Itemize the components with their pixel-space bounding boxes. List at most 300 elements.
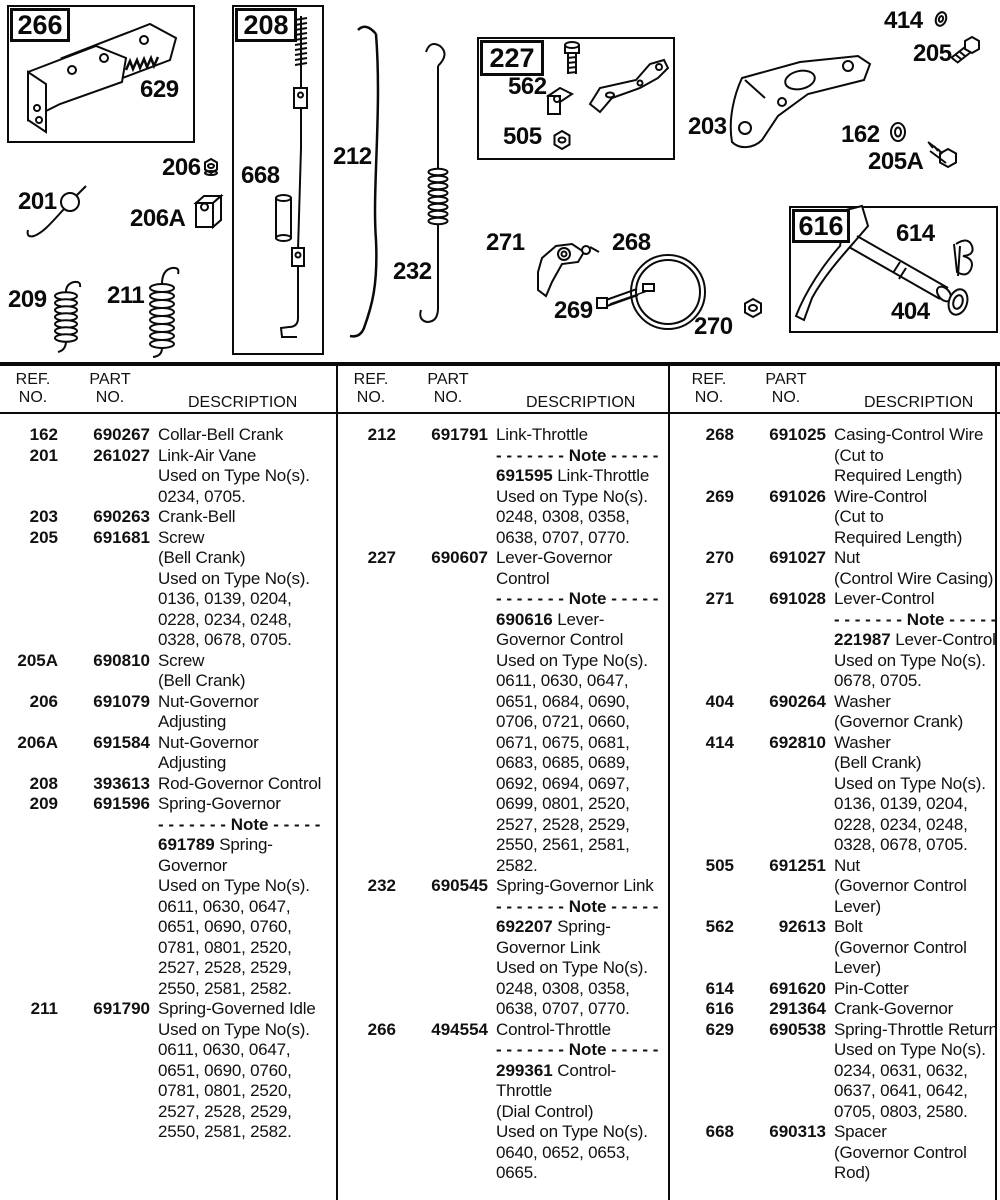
part-no-cell [742, 528, 826, 549]
group-label-text: 227 [489, 42, 535, 73]
ref-no-cell: 209 [29, 794, 58, 813]
screw-205A-drawing [928, 142, 956, 167]
part-no-cell [742, 835, 826, 856]
description-cell: 2550, 2581, 2582. [158, 1122, 292, 1141]
description-cell: Control-Throttle [496, 1019, 611, 1039]
part-row-line [342, 835, 666, 856]
part-row-line [4, 466, 334, 487]
part-row-line [680, 1040, 998, 1061]
part-row-line [342, 917, 666, 938]
table-body [680, 412, 998, 1184]
part-row-line [342, 1081, 666, 1102]
ref-no-cell [342, 1061, 396, 1082]
part-row-line [4, 712, 334, 733]
part-row-line [680, 466, 998, 487]
ref-no-cell: 266 [367, 1019, 396, 1039]
part-no-cell [404, 569, 488, 590]
part-label-162: 162 [841, 121, 880, 148]
description-cell: 0640, 0652, 0653, [496, 1142, 630, 1162]
part-no-cell [404, 1040, 488, 1061]
part-row-line [4, 1081, 334, 1102]
ref-no-cell: 404 [705, 691, 734, 711]
description-cell: 0611, 0630, 0647, [158, 896, 291, 916]
part-no-cell [66, 1061, 150, 1082]
description-cell: Used on Type No(s). [158, 466, 310, 485]
part-no-cell: 691025 [769, 425, 826, 444]
header-description: DESCRIPTION [526, 394, 636, 411]
part-no-cell: 691620 [769, 978, 826, 998]
ref-no-cell [680, 507, 734, 528]
part-row-line [342, 1143, 666, 1164]
ref-no-cell [680, 446, 734, 467]
ref-no-cell: 268 [705, 425, 734, 444]
part-no-cell: 691791 [431, 425, 488, 444]
description-cell: Nut [834, 548, 860, 567]
description-cell: Required Length) [834, 527, 963, 547]
part-no-cell [404, 446, 488, 467]
part-row-line [342, 630, 666, 651]
part-no-cell [404, 1081, 488, 1102]
description-cell: Used on Type No(s). [834, 1040, 986, 1059]
group-label-text: 266 [17, 9, 63, 40]
ref-no-cell [342, 569, 396, 590]
parts-diagram [0, 0, 1000, 362]
part-no-cell: 393613 [93, 773, 150, 793]
ref-no-cell [342, 917, 396, 938]
ref-no-cell: 629 [705, 1019, 734, 1039]
part-row-line [342, 1061, 666, 1082]
part-no-cell [742, 794, 826, 815]
part-row-line [680, 671, 998, 692]
table-column-3 [680, 366, 998, 1200]
part-row-line [342, 569, 666, 590]
ref-no-cell [4, 897, 58, 918]
part-row-line [4, 774, 334, 795]
description-cell: Governor Link [496, 937, 601, 957]
part-no-cell [742, 876, 826, 897]
part-label-206A: 206A [130, 205, 186, 232]
description-cell: 0234, 0705. [158, 486, 246, 506]
part-no-cell [404, 958, 488, 979]
part-row-line [342, 671, 666, 692]
description-cell: 0678, 0705. [834, 671, 922, 690]
ref-no-cell [342, 466, 396, 487]
part-label-668: 668 [241, 162, 280, 189]
ref-no-cell [680, 1143, 734, 1164]
ref-no-cell [680, 876, 734, 897]
ref-no-cell [4, 569, 58, 590]
description-cell: Spring-Governor Link [496, 876, 654, 895]
description-cell: Wire-Control [834, 486, 928, 506]
description-cell: 692207 Spring- [496, 917, 611, 936]
part-no-cell: 691027 [769, 548, 826, 567]
description-cell: 0328, 0678, 0705. [158, 630, 292, 649]
description-cell: 0781, 0801, 2520, [158, 1081, 292, 1100]
ref-no-cell: 203 [29, 507, 58, 526]
spring-209-drawing [55, 282, 80, 352]
link-212-drawing [350, 27, 378, 337]
part-no-cell [404, 979, 488, 1000]
part-row-line [4, 651, 334, 672]
part-row-line [680, 794, 998, 815]
ref-no-cell [4, 712, 58, 733]
part-no-cell: 691251 [769, 855, 826, 875]
description-cell: Screw [158, 527, 205, 547]
part-no-cell [66, 630, 150, 651]
header-description: DESCRIPTION [188, 394, 298, 411]
description-cell: Lever-Control [834, 589, 935, 608]
part-row-line [4, 569, 334, 590]
part-no-cell [66, 1122, 150, 1143]
part-no-cell [404, 815, 488, 836]
screw-205-drawing [951, 37, 979, 63]
description-cell: 0248, 0308, 0358, [496, 978, 630, 998]
part-row-line [4, 876, 334, 897]
table-header [4, 366, 334, 412]
ref-no-cell [680, 630, 734, 651]
description-cell: - - - - - - - Note - - - - - [496, 896, 659, 916]
description-cell: Used on Type No(s). [496, 486, 648, 506]
description-cell: Crank-Bell [158, 507, 236, 526]
part-no-cell [66, 876, 150, 897]
description-cell: Required Length) [834, 466, 963, 485]
group-label-text: 208 [243, 9, 289, 40]
description-cell: Used on Type No(s). [834, 650, 986, 670]
part-row-line [4, 548, 334, 569]
part-row-line [4, 1061, 334, 1082]
part-row-line [680, 958, 998, 979]
part-row-line [342, 999, 666, 1020]
lever-271-drawing [538, 244, 599, 296]
description-cell: Spring-Governor [158, 794, 281, 813]
description-cell: Rod-Governor Control [158, 773, 322, 793]
description-cell: (Bell Crank) [834, 753, 922, 772]
ref-no-cell: 232 [367, 876, 396, 895]
description-cell: Pin-Cotter [834, 978, 909, 998]
description-cell: Spring-Governed Idle [158, 999, 316, 1018]
part-row-line [680, 569, 998, 590]
description-cell: Lever) [834, 958, 881, 977]
part-no-cell [742, 466, 826, 487]
ref-no-cell [4, 671, 58, 692]
part-row-line [4, 733, 334, 754]
part-no-cell: 691079 [93, 691, 150, 711]
part-row-line [342, 610, 666, 631]
part-row-line [342, 876, 666, 897]
part-no-cell [66, 1040, 150, 1061]
part-label-205A: 205A [868, 148, 924, 175]
group-box-label-616 [792, 209, 850, 243]
part-no-cell [742, 1040, 826, 1061]
part-row-line [4, 979, 334, 1000]
description-cell: 0328, 0678, 0705. [834, 835, 968, 854]
part-row-line [4, 856, 334, 877]
description-cell: Screw [158, 650, 205, 670]
part-label-414: 414 [884, 7, 923, 34]
part-no-cell: 691026 [769, 486, 826, 506]
ref-no-cell [680, 1040, 734, 1061]
description-cell: 0683, 0685, 0689, [496, 753, 630, 772]
ref-no-cell [4, 876, 58, 897]
part-row-line [680, 753, 998, 774]
ref-no-cell: 271 [705, 589, 734, 608]
part-row-line [342, 774, 666, 795]
nut-505-drawing [555, 131, 570, 149]
ref-no-cell [342, 589, 396, 610]
description-cell: Used on Type No(s). [158, 568, 310, 588]
description-cell: Lever) [834, 896, 881, 916]
part-no-cell [66, 671, 150, 692]
part-label-404: 404 [891, 298, 930, 325]
part-row-line [680, 774, 998, 795]
part-no-cell [404, 692, 488, 713]
description-cell: 690616 Lever- [496, 609, 605, 629]
part-row-line [342, 712, 666, 733]
part-no-cell [66, 569, 150, 590]
description-cell: 0665. [496, 1163, 538, 1182]
part-label-201: 201 [18, 188, 57, 215]
ref-no-cell [4, 815, 58, 836]
part-row-line [4, 999, 334, 1020]
part-no-cell [66, 589, 150, 610]
part-no-cell [742, 1163, 826, 1184]
part-no-cell [66, 979, 150, 1000]
part-row-line [680, 1020, 998, 1041]
part-no-cell: 690538 [769, 1019, 826, 1039]
part-row-line [4, 671, 334, 692]
part-row-line [342, 651, 666, 672]
nut-206-drawing [205, 159, 217, 175]
part-no-cell: 690313 [769, 1122, 826, 1141]
part-no-cell [404, 917, 488, 938]
part-row-line [680, 651, 998, 672]
part-no-cell [742, 610, 826, 631]
description-cell: 0136, 0139, 0204, [834, 794, 968, 813]
part-row-line [342, 938, 666, 959]
description-cell: Crank-Governor [834, 999, 954, 1018]
description-cell: Nut [834, 855, 860, 875]
table-header [680, 366, 998, 412]
part-row-line [680, 610, 998, 631]
part-no-cell: 690264 [769, 691, 826, 711]
part-row-line [342, 548, 666, 569]
ref-no-cell [680, 794, 734, 815]
ref-no-cell [342, 958, 396, 979]
description-cell: (Control Wire Casing) [834, 568, 994, 588]
table-body [4, 412, 334, 1143]
part-label-209: 209 [8, 286, 47, 313]
table-column-1 [4, 366, 334, 1200]
part-no-cell [404, 794, 488, 815]
ref-no-cell [4, 1122, 58, 1143]
part-no-cell [404, 712, 488, 733]
lever-227-drawing [548, 60, 668, 114]
header-ref-no: REF. NO. [691, 371, 727, 406]
description-cell: 221987 Lever-Control [834, 630, 996, 649]
group-box-label-208 [235, 8, 297, 42]
ref-no-cell [4, 856, 58, 877]
part-no-cell [742, 446, 826, 467]
ref-no-cell [342, 528, 396, 549]
description-cell: - - - - - - - Note - - - - - [496, 589, 659, 608]
part-row-line [342, 979, 666, 1000]
ref-no-cell [342, 999, 396, 1020]
ref-no-cell: 206A [17, 732, 58, 752]
collar-162-drawing [891, 123, 905, 141]
part-no-cell [66, 835, 150, 856]
part-row-line [680, 1143, 998, 1164]
description-cell: 0692, 0694, 0697, [496, 773, 630, 793]
ref-no-cell [4, 630, 58, 651]
part-row-line [342, 1020, 666, 1041]
header-part-no: PART NO. [427, 371, 469, 406]
ref-no-cell: 206 [29, 691, 58, 711]
ref-no-cell [680, 1163, 734, 1184]
ref-no-cell [342, 630, 396, 651]
ref-no-cell [342, 794, 396, 815]
ref-no-cell: 205A [17, 650, 58, 670]
description-cell: - - - - - - - Note - - - - - [834, 609, 997, 629]
part-no-cell [742, 815, 826, 836]
part-row-line [342, 425, 666, 446]
part-row-line [342, 507, 666, 528]
part-row-line [4, 958, 334, 979]
part-row-line [342, 1163, 666, 1184]
part-row-line [680, 528, 998, 549]
description-cell: 0228, 0234, 0248, [158, 609, 292, 629]
part-row-line [4, 610, 334, 631]
ref-no-cell [4, 938, 58, 959]
part-no-cell: 690267 [93, 425, 150, 444]
description-cell: (Cut to [834, 445, 884, 465]
description-cell: 2550, 2581, 2582. [158, 978, 292, 998]
part-label-269: 269 [554, 297, 593, 324]
description-cell: Rod) [834, 1163, 871, 1182]
ref-no-cell [680, 958, 734, 979]
part-row-line [342, 446, 666, 467]
part-no-cell [404, 671, 488, 692]
bolt-562-drawing [565, 42, 579, 74]
part-no-cell [66, 487, 150, 508]
cotter-pin-614-drawing [954, 240, 973, 276]
part-row-line [4, 446, 334, 467]
part-row-line [680, 938, 998, 959]
part-no-cell: 261027 [93, 445, 150, 465]
part-no-cell [404, 1061, 488, 1082]
part-no-cell [66, 958, 150, 979]
description-cell: (Governor Control [834, 1142, 967, 1162]
part-row-line [680, 835, 998, 856]
nut-270-drawing [745, 299, 761, 317]
part-row-line [342, 794, 666, 815]
description-cell: Washer [834, 732, 891, 752]
spacer-668-drawing [276, 195, 291, 241]
description-cell: 299361 Control- [496, 1060, 617, 1080]
part-row-line [342, 528, 666, 549]
part-row-line [680, 979, 998, 1000]
ref-no-cell [342, 692, 396, 713]
part-no-cell [742, 1061, 826, 1082]
ref-no-cell [680, 835, 734, 856]
part-row-line [4, 794, 334, 815]
description-cell: Throttle [496, 1081, 553, 1100]
ref-no-cell [680, 938, 734, 959]
ref-no-cell [4, 979, 58, 1000]
header-part-no: PART NO. [89, 371, 131, 406]
parts-table [0, 362, 1000, 1200]
part-no-cell: 691681 [93, 527, 150, 547]
description-cell: 691595 Link-Throttle [496, 466, 650, 485]
part-no-cell [404, 753, 488, 774]
part-no-cell [66, 548, 150, 569]
ref-no-cell [4, 1061, 58, 1082]
part-row-line [680, 1061, 998, 1082]
part-no-cell [404, 897, 488, 918]
description-cell: Used on Type No(s). [496, 958, 648, 977]
part-no-cell [66, 917, 150, 938]
part-no-cell [742, 569, 826, 590]
part-no-cell [404, 1163, 488, 1184]
ref-no-cell [342, 1143, 396, 1164]
nut-206A-drawing [196, 196, 221, 227]
part-no-cell: 691028 [769, 589, 826, 608]
part-row-line [680, 1122, 998, 1143]
ref-no-cell [680, 897, 734, 918]
part-row-line [680, 876, 998, 897]
description-cell: - - - - - - - Note - - - - - [496, 1040, 659, 1059]
description-cell: Used on Type No(s). [496, 650, 648, 670]
part-label-562: 562 [508, 73, 547, 100]
ref-no-cell [4, 589, 58, 610]
part-row-line [680, 425, 998, 446]
part-no-cell: 691596 [93, 794, 150, 813]
description-cell: Used on Type No(s). [834, 773, 986, 793]
description-cell: 2527, 2528, 2529, [496, 814, 630, 834]
part-row-line [342, 897, 666, 918]
ref-no-cell [342, 1122, 396, 1143]
part-row-line [4, 692, 334, 713]
part-no-cell [66, 466, 150, 487]
ref-no-cell [680, 671, 734, 692]
part-no-cell: 291364 [769, 999, 826, 1018]
description-cell: (Dial Control) [496, 1101, 594, 1121]
part-row-line [342, 466, 666, 487]
part-no-cell [66, 1020, 150, 1041]
ref-no-cell [680, 610, 734, 631]
part-no-cell [742, 938, 826, 959]
part-no-cell [404, 938, 488, 959]
part-no-cell [742, 651, 826, 672]
header-part-no: PART NO. [765, 371, 807, 406]
description-cell: 2527, 2528, 2529, [158, 1101, 292, 1121]
part-row-line [342, 815, 666, 836]
part-row-line [342, 1040, 666, 1061]
part-row-line [4, 589, 334, 610]
ref-no-cell: 211 [30, 999, 58, 1018]
part-no-cell [742, 897, 826, 918]
ref-no-cell [680, 712, 734, 733]
ref-no-cell: 201 [29, 445, 58, 465]
ref-no-cell [4, 1102, 58, 1123]
part-row-line [680, 733, 998, 754]
part-row-line [4, 835, 334, 856]
ref-no-cell [680, 651, 734, 672]
ref-no-cell [342, 1102, 396, 1123]
part-row-line [680, 999, 998, 1020]
part-row-line [4, 1020, 334, 1041]
part-row-line [4, 528, 334, 549]
ref-no-cell [680, 1102, 734, 1123]
